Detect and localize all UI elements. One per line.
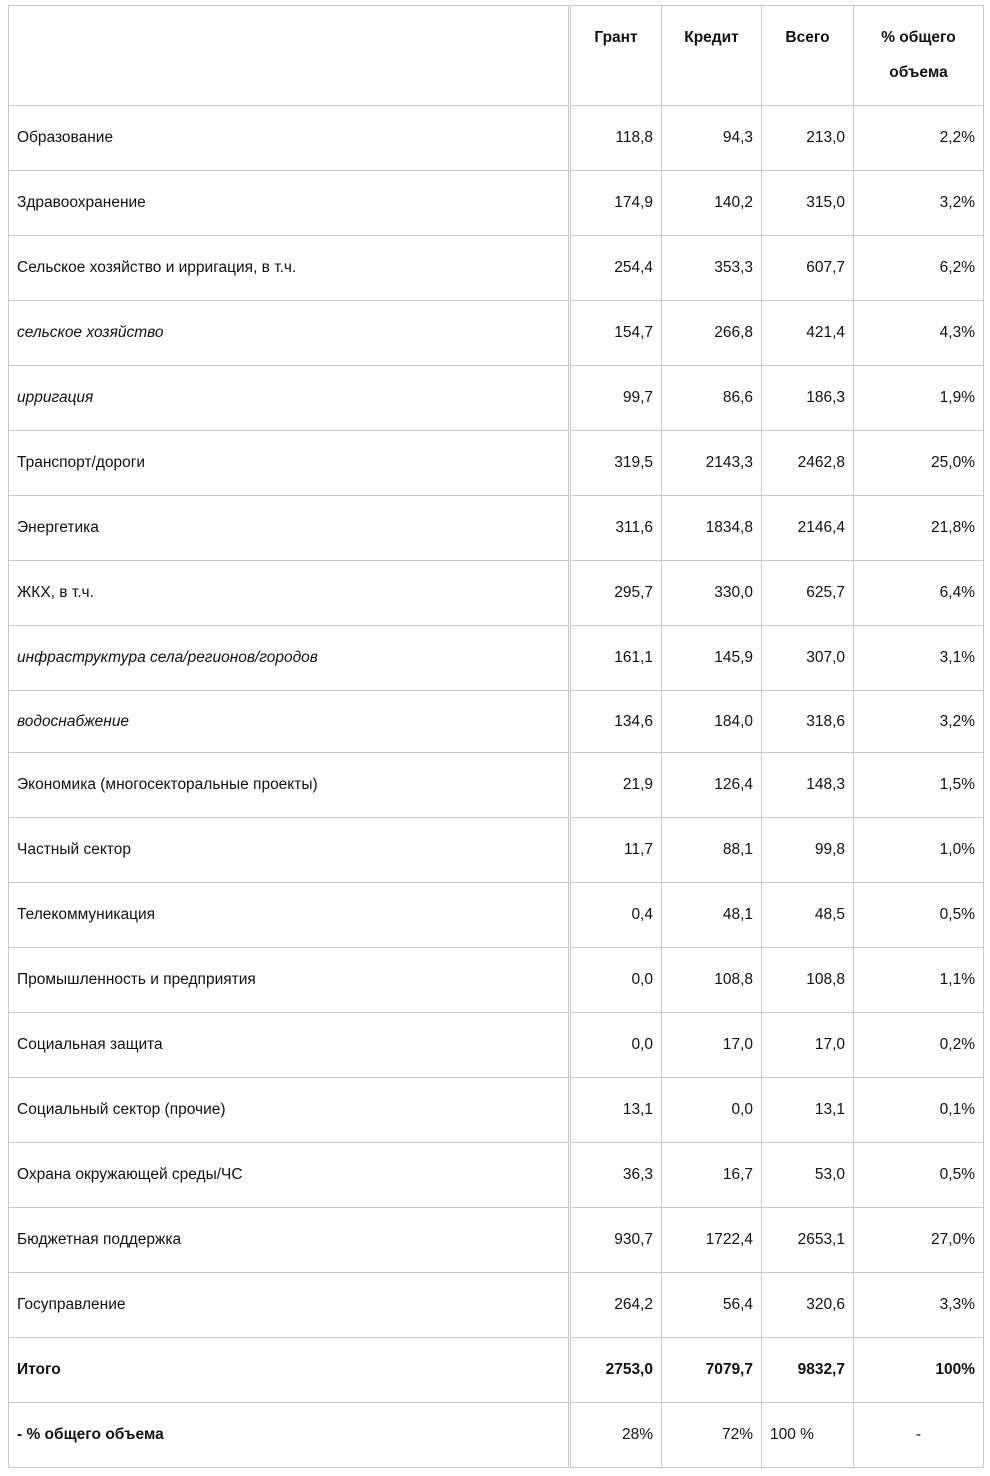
row-sector-name: Образование xyxy=(9,106,570,171)
table-row xyxy=(9,366,984,431)
total-share: 100% xyxy=(854,1338,984,1403)
row-total: 53,0 xyxy=(762,1143,854,1208)
header-share: % общего объема xyxy=(854,6,984,106)
row-total: 186,3 xyxy=(762,366,854,431)
share-total: 100 % xyxy=(762,1403,854,1468)
row-total: 48,5 xyxy=(762,883,854,948)
row-total: 2146,4 xyxy=(762,496,854,561)
row-share: 1,5% xyxy=(854,753,984,818)
row-total: 213,0 xyxy=(762,106,854,171)
row-total: 17,0 xyxy=(762,1013,854,1078)
share-label: - % общего объема xyxy=(9,1403,570,1468)
row-credit: 353,3 xyxy=(662,236,762,301)
row-share: 1,9% xyxy=(854,366,984,431)
row-share: 3,3% xyxy=(854,1273,984,1338)
row-sector-name: Промышленность и предприятия xyxy=(9,948,570,1013)
row-total: 307,0 xyxy=(762,626,854,691)
table-row xyxy=(9,301,984,366)
table-row xyxy=(9,496,984,561)
row-share: 0,1% xyxy=(854,1078,984,1143)
row-grant: 36,3 xyxy=(570,1143,662,1208)
header-sector xyxy=(9,6,570,106)
table-row xyxy=(9,1013,984,1078)
row-total: 13,1 xyxy=(762,1078,854,1143)
row-grant: 118,8 xyxy=(570,106,662,171)
row-sector-name: водоснабжение xyxy=(9,691,570,753)
row-total: 99,8 xyxy=(762,818,854,883)
row-credit: 1834,8 xyxy=(662,496,762,561)
row-grant: 134,6 xyxy=(570,691,662,753)
row-grant: 319,5 xyxy=(570,431,662,496)
row-share: 1,1% xyxy=(854,948,984,1013)
row-grant: 161,1 xyxy=(570,626,662,691)
row-sector-name: Охрана окружающей среды/ЧС xyxy=(9,1143,570,1208)
row-total: 315,0 xyxy=(762,171,854,236)
row-grant: 254,4 xyxy=(570,236,662,301)
row-share: 0,5% xyxy=(854,883,984,948)
share-credit: 72% xyxy=(662,1403,762,1468)
header-grant: Грант xyxy=(570,6,662,106)
table-row xyxy=(9,626,984,691)
total-label: Итого xyxy=(9,1338,570,1403)
total-total: 9832,7 xyxy=(762,1338,854,1403)
row-credit: 184,0 xyxy=(662,691,762,753)
row-share: 4,3% xyxy=(854,301,984,366)
row-credit: 16,7 xyxy=(662,1143,762,1208)
row-credit: 86,6 xyxy=(662,366,762,431)
table-row xyxy=(9,1078,984,1143)
table-row xyxy=(9,1273,984,1338)
row-grant: 0,0 xyxy=(570,948,662,1013)
table-row xyxy=(9,883,984,948)
row-sector-name: сельское хозяйство xyxy=(9,301,570,366)
row-grant: 311,6 xyxy=(570,496,662,561)
row-grant: 264,2 xyxy=(570,1273,662,1338)
table-header-row xyxy=(9,6,984,106)
row-credit: 126,4 xyxy=(662,753,762,818)
row-share: 2,2% xyxy=(854,106,984,171)
row-credit: 48,1 xyxy=(662,883,762,948)
row-total: 318,6 xyxy=(762,691,854,753)
table-row xyxy=(9,431,984,496)
row-sector-name: Госуправление xyxy=(9,1273,570,1338)
share-grant: 28% xyxy=(570,1403,662,1468)
header-credit: Кредит xyxy=(662,6,762,106)
row-grant: 0,0 xyxy=(570,1013,662,1078)
row-credit: 17,0 xyxy=(662,1013,762,1078)
row-total: 108,8 xyxy=(762,948,854,1013)
row-share: 3,1% xyxy=(854,626,984,691)
row-grant: 174,9 xyxy=(570,171,662,236)
row-sector-name: Сельское хозяйство и ирригация, в т.ч. xyxy=(9,236,570,301)
row-total: 148,3 xyxy=(762,753,854,818)
row-grant: 930,7 xyxy=(570,1208,662,1273)
row-credit: 94,3 xyxy=(662,106,762,171)
row-sector-name: ЖКХ, в т.ч. xyxy=(9,561,570,626)
row-sector-name: ирригация xyxy=(9,366,570,431)
row-share: 6,4% xyxy=(854,561,984,626)
row-grant: 21,9 xyxy=(570,753,662,818)
row-credit: 56,4 xyxy=(662,1273,762,1338)
row-share: 3,2% xyxy=(854,171,984,236)
row-credit: 0,0 xyxy=(662,1078,762,1143)
row-share: 0,5% xyxy=(854,1143,984,1208)
total-credit: 7079,7 xyxy=(662,1338,762,1403)
row-sector-name: инфраструктура села/регионов/городов xyxy=(9,626,570,691)
row-total: 607,7 xyxy=(762,236,854,301)
table-row xyxy=(9,1208,984,1273)
row-grant: 99,7 xyxy=(570,366,662,431)
row-total: 625,7 xyxy=(762,561,854,626)
share-row xyxy=(9,1403,984,1468)
row-sector-name: Частный сектор xyxy=(9,818,570,883)
row-sector-name: Энергетика xyxy=(9,496,570,561)
table-row xyxy=(9,753,984,818)
table-row xyxy=(9,171,984,236)
row-share: 3,2% xyxy=(854,691,984,753)
total-grant: 2753,0 xyxy=(570,1338,662,1403)
row-grant: 11,7 xyxy=(570,818,662,883)
row-share: 0,2% xyxy=(854,1013,984,1078)
row-credit: 145,9 xyxy=(662,626,762,691)
table-row xyxy=(9,106,984,171)
row-sector-name: Транспорт/дороги xyxy=(9,431,570,496)
row-sector-name: Социальная защита xyxy=(9,1013,570,1078)
row-grant: 295,7 xyxy=(570,561,662,626)
row-grant: 13,1 xyxy=(570,1078,662,1143)
row-credit: 266,8 xyxy=(662,301,762,366)
row-sector-name: Бюджетная поддержка xyxy=(9,1208,570,1273)
table-row xyxy=(9,1143,984,1208)
row-share: 1,0% xyxy=(854,818,984,883)
row-total: 2653,1 xyxy=(762,1208,854,1273)
row-grant: 0,4 xyxy=(570,883,662,948)
row-credit: 88,1 xyxy=(662,818,762,883)
row-total: 320,6 xyxy=(762,1273,854,1338)
row-sector-name: Экономика (многосекторальные проекты) xyxy=(9,753,570,818)
total-row xyxy=(9,1338,984,1403)
row-total: 2462,8 xyxy=(762,431,854,496)
row-share: 21,8% xyxy=(854,496,984,561)
row-credit: 140,2 xyxy=(662,171,762,236)
table-row xyxy=(9,948,984,1013)
row-total: 421,4 xyxy=(762,301,854,366)
share-share: - xyxy=(854,1403,984,1468)
row-sector-name: Телекоммуникация xyxy=(9,883,570,948)
table-row xyxy=(9,236,984,301)
row-share: 27,0% xyxy=(854,1208,984,1273)
row-share: 25,0% xyxy=(854,431,984,496)
row-sector-name: Социальный сектор (прочие) xyxy=(9,1078,570,1143)
row-share: 6,2% xyxy=(854,236,984,301)
sector-distribution-table xyxy=(8,5,984,1468)
row-credit: 330,0 xyxy=(662,561,762,626)
table-row xyxy=(9,691,984,753)
row-credit: 2143,3 xyxy=(662,431,762,496)
row-sector-name: Здравоохранение xyxy=(9,171,570,236)
table-row xyxy=(9,818,984,883)
row-credit: 1722,4 xyxy=(662,1208,762,1273)
header-total: Всего xyxy=(762,6,854,106)
row-credit: 108,8 xyxy=(662,948,762,1013)
row-grant: 154,7 xyxy=(570,301,662,366)
table-row xyxy=(9,561,984,626)
